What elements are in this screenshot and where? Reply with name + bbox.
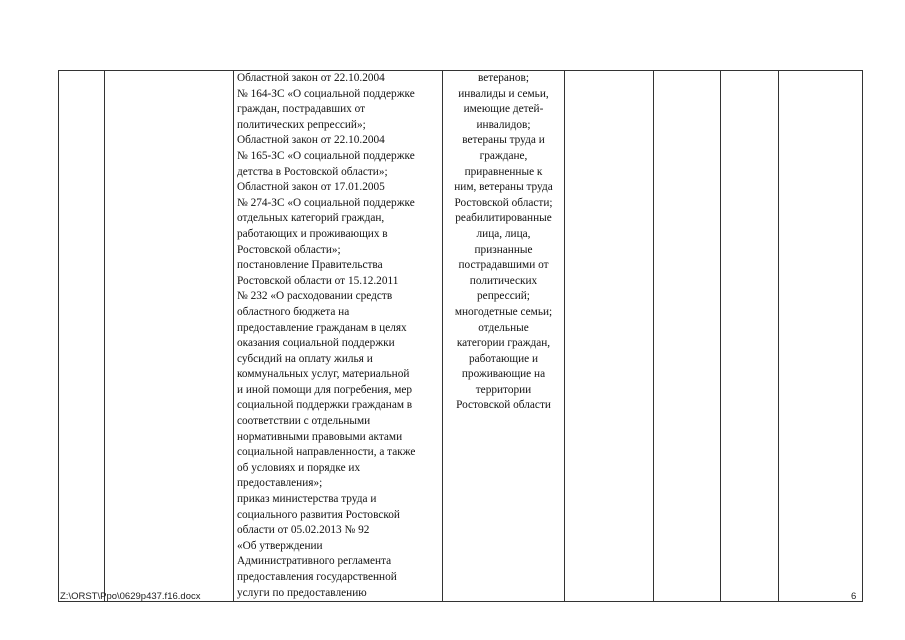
legal-basis-text: Областной закон от 22.10.2004 № 164-ЗС «О социальной поддержке граждан, пострадавших от политических репрессий»; Областной закон от 22.10.2004 № 165-ЗС «О социальной поддержке детства в Ростовской области»; Областной закон от 17.01.2005 № 274-ЗС «О социальной поддержке отдельных категорий граждан, работающих и проживающих в Ростовской области»; постановление Правительства Ростовской области от 15.12.2011 № 232 «О расходовании средств областного бюджета на предоставление гражданам в целях оказания социальной поддержки субсидий на оплату жилья и коммунальных услуг, материальной и иной помощи для погребения, мер социальной поддержки гражданам в соответствии с отдельными нормативными правовыми актами социальной направленности, а также об условиях и порядке их предоставления»; приказ министерства труда и социального развития Ростовской области от 05.02.2013 № 92 «Об утверждении Административного регламента предоставления государственной услуги по предоставлению: [237, 72, 416, 599]
recipients-text: ветеранов; инвалиды и семьи, имеющие детей- инвалидов; ветераны труда и граждане, приравненные к ним, ветераны труда Ростовской области; реабилитированные лица, лица, признанные пострадавшими от политических репрессий; многодетные семьи; отдельные категории граждан, работающие и проживающие на территории Ростовской области: [454, 72, 553, 412]
cell-recipients: [443, 71, 565, 602]
cell-col5: [565, 71, 654, 602]
table-row: [59, 71, 863, 602]
footer-file-path: Z:\ORST\Ppo\0629p437.f16.docx: [60, 591, 201, 602]
cell-legal-basis: [234, 71, 443, 602]
cell-number: [59, 71, 105, 602]
footer-page-number: 6: [851, 591, 857, 602]
cell-col8: [779, 71, 863, 602]
cell-col7: [721, 71, 779, 602]
cell-col6: [654, 71, 721, 602]
services-table: [58, 70, 863, 602]
cell-service-name: [105, 71, 234, 602]
